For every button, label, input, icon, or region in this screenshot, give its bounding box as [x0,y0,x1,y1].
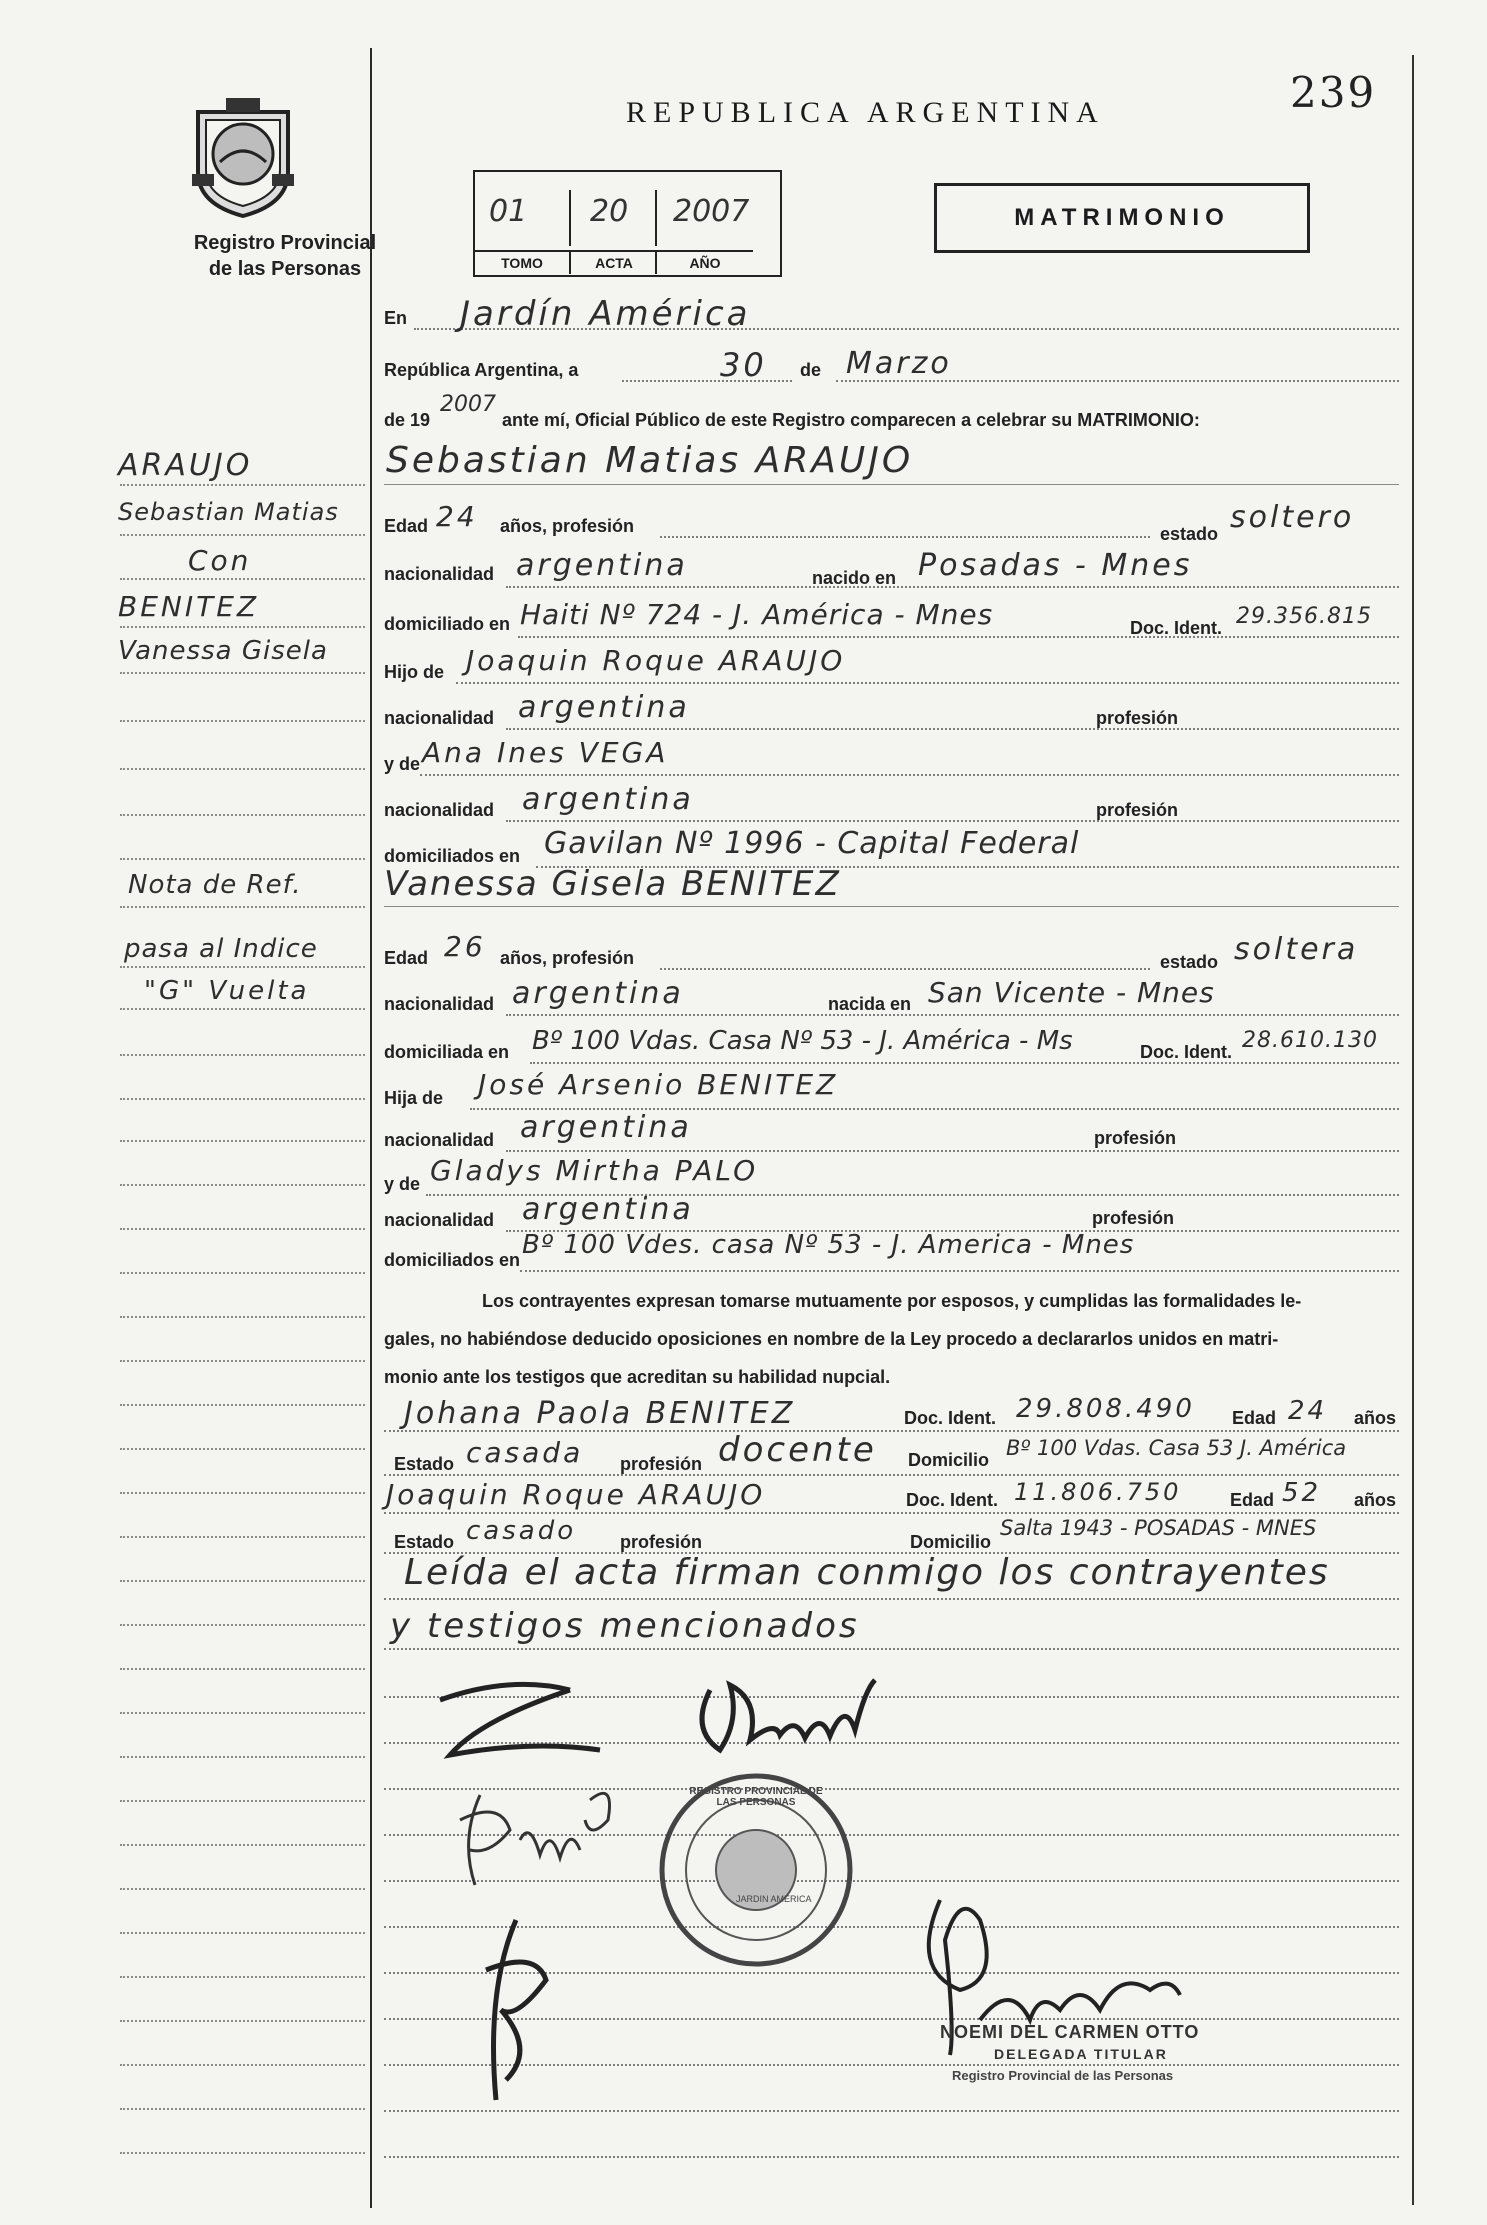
seal-round-outer-text: REGISTRO PROVINCIAL DE LAS PERSONAS [689,1786,823,1808]
seal-round-text: JARDIN AMERICA [736,1894,812,1904]
statement-line-2: gales, no habiéndose deducido oposiciones en nombre de la Ley procedo a declararlos unidos en matri- [384,1329,1279,1349]
bride-mother-nationality: argentina [522,1192,694,1227]
groom-parents-address: Gavilan Nº 1996 - Capital Federal [544,826,1080,861]
bride-father: José Arsenio BENITEZ [478,1068,839,1101]
month-value: Marzo [846,346,952,381]
margin-con: Con [188,544,252,577]
registry-name: Registro Provincial de las Personas [193,232,377,280]
tomo-label: TOMO [475,250,569,274]
margin-note-2: pasa al Indice [124,934,318,964]
bride-nationality: argentina [512,976,684,1011]
bride-age: 26 [444,930,486,963]
registry-seal-icon [190,92,296,218]
ano-label: AÑO [655,250,753,274]
witness-2-doc: 11.806.750 [1014,1478,1182,1506]
stamp-title: DELEGADA TITULAR [994,2046,1168,2062]
witness-2-age: 52 [1282,1478,1322,1508]
record-number-box [473,170,782,277]
bride-estado: soltera [1234,932,1359,967]
day-value: 30 [720,346,767,384]
witness-2-estado: casado [466,1516,577,1546]
closing-line-2: y testigos mencionados [390,1606,860,1646]
witness-2-name: Joaquin Roque ARAUJO [386,1478,766,1511]
groom-father: Joaquin Roque ARAUJO [466,644,846,677]
groom-father-nationality: argentina [518,690,690,725]
closing-line-1: Leída el acta firman conmigo los contrayentes [404,1552,1330,1593]
groom-nationality: argentina [516,548,688,583]
margin-names-2: Vanessa Gisela [118,636,328,666]
signature-witness-2-icon [456,1910,576,2110]
witness-1-address: Bº 100 Vdas. Casa 53 J. América [1006,1436,1347,1460]
groom-estado: soltero [1230,500,1355,535]
margin-names-1: Sebastian Matias [118,498,339,526]
witness-1-age: 24 [1288,1396,1328,1426]
groom-address: Haiti Nº 724 - J. América - Mnes [520,598,994,631]
margin-divider [370,48,372,2208]
groom-doc: 29.356.815 [1236,604,1372,629]
bride-address: Bº 100 Vdas. Casa Nº 53 - J. América - Ms [532,1026,1073,1056]
margin-surname-2: BENITEZ [118,590,260,623]
signature-bride-icon [680,1660,900,1770]
intro-statement: ante mí, Oficial Público de este Registro comparecen a celebrar su MATRIMONIO: [502,410,1200,430]
signature-groom-icon [420,1670,620,1780]
acta-value: 20 [590,194,629,229]
margin-note-1: Nota de Ref. [128,870,302,900]
signature-witness-1-icon [440,1780,660,1900]
statement-line-3: monio ante los testigos que acreditan su habilidad nupcial. [384,1367,891,1387]
republica-label: República Argentina, a [384,360,579,380]
place-value: Jardín América [460,294,751,334]
en-label: En [384,308,408,328]
groom-mother: Ana Ines VEGA [422,736,669,769]
bride-doc: 28.610.130 [1242,1028,1378,1053]
country-title: REPUBLICA ARGENTINA [626,96,1105,129]
page-number: 239 [1290,68,1377,117]
witness-1-profession: docente [718,1430,877,1470]
de-label: de [800,360,822,380]
bride-mother: Gladys Mirtha PALO [430,1154,759,1187]
tomo-value: 01 [489,194,528,229]
groom-birthplace: Posadas - Mnes [918,548,1193,583]
witness-2-address: Salta 1943 - POSADAS - MNES [1000,1516,1317,1540]
bride-parents-address: Bº 100 Vdes. casa Nº 53 - J. America - Mnes [522,1230,1135,1260]
de19-label: de 19 [384,410,431,430]
margin-surname-1: ARAUJO [118,448,253,483]
right-border [1412,55,1414,2205]
statement-line-1: Los contrayentes expresan tomarse mutuamente por esposos, y cumplidas las formalidades le- [482,1291,1302,1311]
bride-birthplace: San Vicente - Mnes [928,976,1215,1009]
acta-label: ACTA [569,250,657,274]
bride-father-nationality: argentina [520,1110,692,1145]
witness-1-doc: 29.808.490 [1016,1394,1195,1424]
groom-full-name: Sebastian Matias ARAUJO [386,440,914,481]
year-value: 2007 [440,392,496,417]
groom-age: 24 [436,500,478,533]
stamp-office: Registro Provincial de las Personas [952,2068,1174,2083]
witness-1-estado: casada [466,1436,584,1469]
stamp-name: NOEMI DEL CARMEN OTTO [940,2022,1200,2042]
record-type-box: MATRIMONIO [934,183,1310,253]
margin-note-3: "G" Vuelta [144,976,310,1006]
document-page: 239 REPUBLICA ARGENTINA Registro Provincial de las Personas 01 20 2007 TOMO ACTA AÑO MATRIMONIO En Jardín América República Argentina, a 30 de Marzo de 19 2007 ante mí, Oficial Público de este Registro comparecen a celebrar su MATRIMONIO: ARAUJO Sebastian Matias Con BENITEZ Vanessa Gisela Nota de Ref. pasa al Indice "G" Vuelta Sebastian Matias ARAUJO Edad 24 años, profesión estado soltero nacionalidad argentina nacido en Posadas - Mnes domiciliado en Haiti Nº 724 - J. América - Mnes Doc. Ident. 29.356.815 Hijo de Joaquin Roque ARAUJO nacionalidad argentina profesión y de Ana Ines VEGA nacionalidad argentina profesión domiciliados en Gavilan Nº 1996 - Capital Federal Vanessa Gisela BENITEZ Edad 26 años, profesión estado soltera nacionalidad argentina nacida en San Vicente - Mnes domiciliada en Bº 100 Vdas. Casa Nº 53 - J. América - Ms Doc. Ident. 28.610.130 Hija de José Arsenio BENITEZ nacionalidad argentina profesión y de Gladys Mirtha PALO nacionalidad argentina profesión domiciliados en Bº 100 Vdes. casa Nº 53 - J. America - Mnes Los contrayentes expresan tomarse mutuamente por esposos, y cumplidas las formalidades le- gales, no habiéndose deducido oposiciones en nombre de la Ley procedo a declararlos unidos en matri- monio ante los testigos que acreditan su habilidad nupcial. Johana Paola BENITEZ Doc. Ident. 29.808.490 Edad 24 años Estado casada profesión docente Domicilio Bº 100 Vdas. Casa 53 J. América Joaquin Roque ARAUJO Doc. Ident. 11.806.750 Edad 52 años Estado casado profesión Domicilio Salta 1943 - POSADAS - MNES Leída el acta firman conmigo los contrayentes y testigos mencionados JARDIN AMERICA REGISTRO PROVINCIAL DE LAS PERSONAS NOEMI DEL CARMEN OTTO DELEGADA TITULAR Registro Provincial de las Personas [0,0,1487,2225]
witness-1-name: Johana Paola BENITEZ [404,1396,796,1431]
groom-mother-nationality: argentina [522,782,694,817]
ano-value: 2007 [673,194,750,229]
bride-full-name: Vanessa Gisela BENITEZ [384,864,841,904]
